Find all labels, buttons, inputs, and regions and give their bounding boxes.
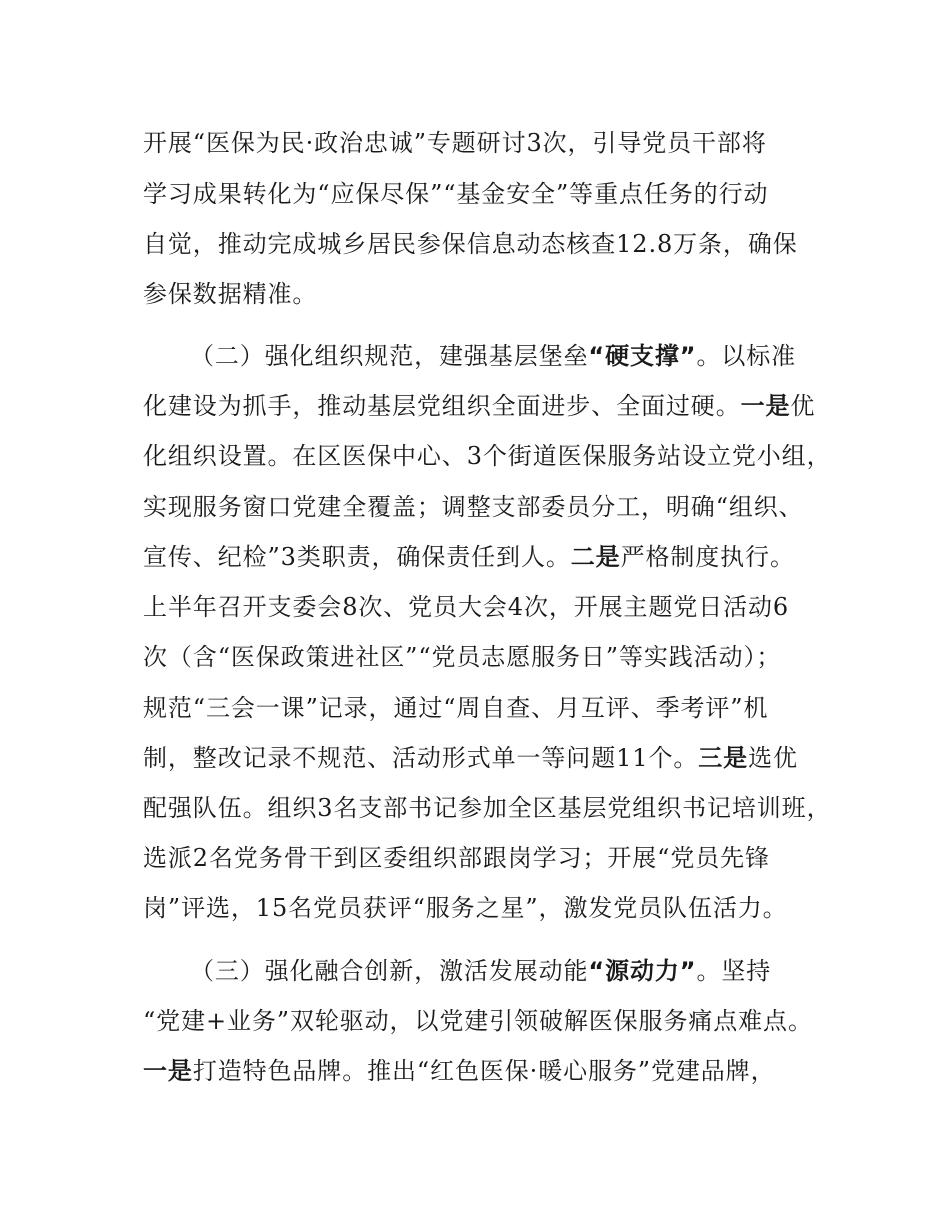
text-line xyxy=(143,535,795,579)
bold-span: 二是 xyxy=(570,543,621,571)
text-span: 配强队伍。组织3名支部书记参加全区基层党组织书记培训班， xyxy=(143,794,832,822)
bold-span: 一是 xyxy=(143,1057,193,1085)
text-line xyxy=(143,635,781,679)
text-span: 宣传、纪检”3类职责，确保责任到人。 xyxy=(143,543,571,571)
text-line xyxy=(143,886,788,930)
text-span: 选优 xyxy=(748,744,798,772)
text-span: 严格制度执行。 xyxy=(620,543,795,571)
text-line xyxy=(143,121,767,165)
text-line xyxy=(143,172,768,216)
text-span: 优 xyxy=(790,392,816,420)
text-line xyxy=(143,686,768,730)
text-span: 实现服务窗口党建全覆盖；调整支部委员分工，明确“组织、 xyxy=(143,493,804,521)
text-line xyxy=(143,485,804,529)
text-span: 打造特色品牌。推出“红色医保·暖心服务”党建品牌， xyxy=(192,1057,776,1085)
text-span: 规范“三会一课”记录，通过“周自查、月互评、季考评”机 xyxy=(143,694,769,722)
section-heading-line xyxy=(190,949,771,993)
text-span: 自觉，推动完成城乡居民参保信息动态核查12.8万条，确保 xyxy=(143,230,798,258)
text-line xyxy=(143,585,789,629)
text-span: 开展“医保为民·政治忠诚”专题研讨3次，引导党员干部将 xyxy=(143,129,767,157)
text-line xyxy=(143,272,317,316)
text-span: （三）强化融合创新，激活发展动能 xyxy=(190,957,589,985)
text-line xyxy=(143,434,831,478)
text-line xyxy=(143,786,831,830)
text-span: 岗”评选，15名党员获评“服务之星”，激发党员队伍活力。 xyxy=(143,894,788,922)
text-span: “党建+业务”双轮驱动，以党建引领破解医保服务痛点难点。 xyxy=(143,1007,813,1035)
text-span: 次（含“医保政策进社区”“党员志愿服务日”等实践活动）； xyxy=(143,643,782,671)
text-line xyxy=(143,222,798,266)
text-span: 化建设为抓手，推动基层党组织全面进步、全面过硬。 xyxy=(143,392,741,420)
text-span: 。坚持 xyxy=(696,957,772,985)
text-span: 参保数据精准。 xyxy=(143,280,318,308)
text-span: 化组织设置。在区医保中心、3个街道医保服务站设立党小组， xyxy=(143,442,832,470)
text-span: 选派2名党务骨干到区委组织部跟岗学习；开展“党员先锋 xyxy=(143,844,770,872)
text-span: 上半年召开支委会8次、党员大会4次，开展主题党日活动6 xyxy=(143,593,790,621)
text-line xyxy=(143,836,770,880)
text-span: 学习成果转化为“应保尽保”“基金安全”等重点任务的行动 xyxy=(143,180,769,208)
text-span: 制，整改记录不规范、活动形式单一等问题11个。 xyxy=(143,744,699,772)
bold-span: 一是 xyxy=(740,392,791,420)
bold-span: “硬支撑” xyxy=(588,342,697,370)
bold-span: “源动力” xyxy=(588,957,697,985)
section-heading-line xyxy=(190,334,796,378)
text-line xyxy=(143,1049,775,1093)
text-line xyxy=(143,736,798,780)
text-span: （二）强化组织规范，建强基层堡垒 xyxy=(190,342,589,370)
text-line xyxy=(143,384,815,428)
text-line xyxy=(143,999,813,1043)
bold-span: 三是 xyxy=(698,744,749,772)
text-span: 。以标准 xyxy=(696,342,797,370)
